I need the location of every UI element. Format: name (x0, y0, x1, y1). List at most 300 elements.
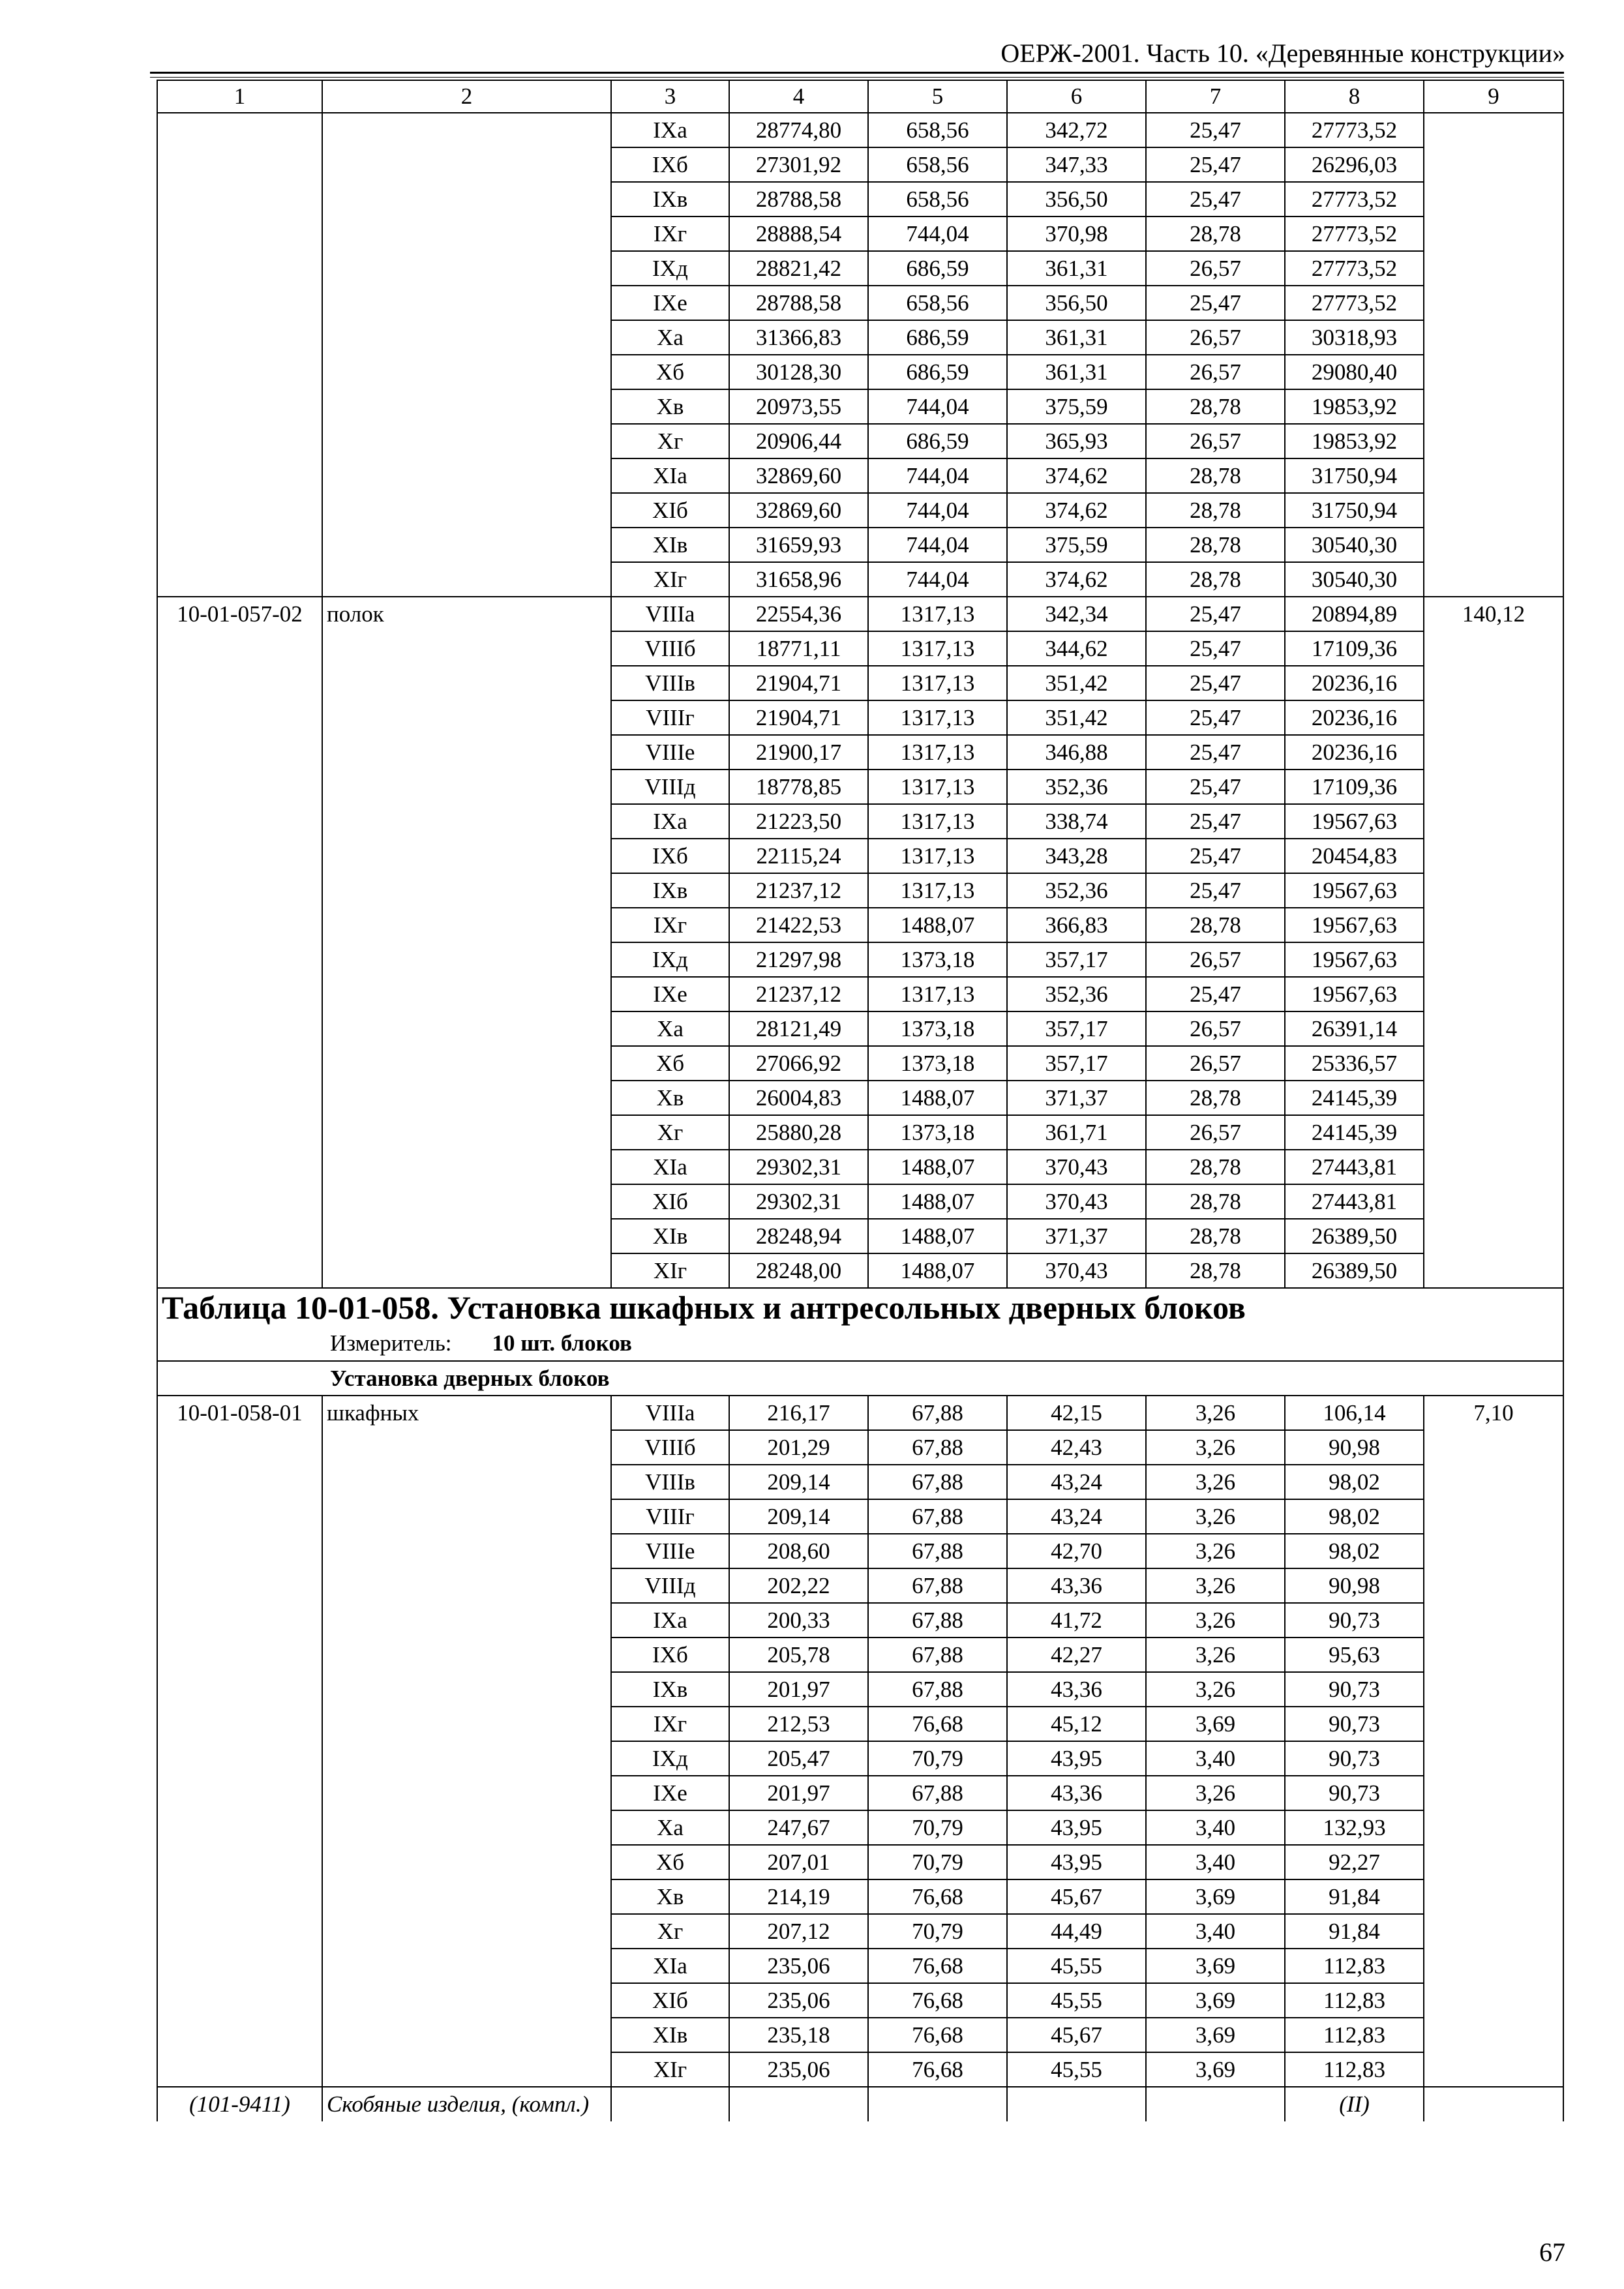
value-cell: 76,68 (868, 1949, 1007, 1983)
value-cell: 216,17 (729, 1396, 868, 1430)
value-cell: 112,83 (1285, 2018, 1424, 2052)
value-cell: 70,79 (868, 1810, 1007, 1845)
region-cell: IXг (611, 217, 729, 251)
value-cell: 27773,52 (1285, 251, 1424, 286)
region-cell: XIв (611, 528, 729, 562)
value-cell: 25,47 (1146, 597, 1285, 631)
code-cell (157, 1672, 322, 1707)
value-cell: 370,43 (1007, 1150, 1146, 1184)
value-cell: 28,78 (1146, 217, 1285, 251)
value-cell: 28,78 (1146, 1253, 1285, 1288)
column-number: 6 (1007, 80, 1146, 113)
extra-cell (1424, 1499, 1563, 1534)
value-cell: 90,73 (1285, 1603, 1424, 1638)
table-row (157, 1672, 1563, 1707)
value-cell: 29302,31 (729, 1150, 868, 1184)
extra-cell (1424, 1430, 1563, 1465)
value-cell: 112,83 (1285, 2052, 1424, 2087)
value-cell: 3,26 (1146, 1396, 1285, 1430)
value-cell: 67,88 (868, 1396, 1007, 1430)
value-cell: 744,04 (868, 217, 1007, 251)
code-cell (157, 493, 322, 528)
empty-cell (729, 2087, 868, 2121)
value-cell: 27773,52 (1285, 182, 1424, 217)
value-cell: 343,28 (1007, 839, 1146, 873)
value-cell: 25,47 (1146, 770, 1285, 804)
value-cell: 26,57 (1146, 1115, 1285, 1150)
region-cell: Xг (611, 1914, 729, 1949)
value-cell: 658,56 (868, 147, 1007, 182)
code-cell (157, 389, 322, 424)
code-cell (157, 1568, 322, 1603)
value-cell: 26,57 (1146, 320, 1285, 355)
value-cell: 45,12 (1007, 1707, 1146, 1741)
value-cell: 31750,94 (1285, 458, 1424, 493)
value-cell: 67,88 (868, 1603, 1007, 1638)
value-cell: 31659,93 (729, 528, 868, 562)
value-cell: 375,59 (1007, 528, 1146, 562)
value-cell: 1373,18 (868, 1011, 1007, 1046)
value-cell: 338,74 (1007, 804, 1146, 839)
value-cell: 686,59 (868, 424, 1007, 458)
value-cell: 44,49 (1007, 1914, 1146, 1949)
value-cell: 205,47 (729, 1741, 868, 1776)
value-cell: 32869,60 (729, 493, 868, 528)
value-cell: 95,63 (1285, 1638, 1424, 1672)
value-cell: 112,83 (1285, 1983, 1424, 2018)
name-cell (322, 1603, 611, 1638)
name-cell (322, 1810, 611, 1845)
value-cell: 22554,36 (729, 597, 868, 631)
value-cell: 200,33 (729, 1603, 868, 1638)
region-cell: Xв (611, 389, 729, 424)
value-cell: 27773,52 (1285, 113, 1424, 147)
table-row (157, 217, 1563, 251)
extra-cell (1424, 873, 1563, 908)
value-cell: 112,83 (1285, 1949, 1424, 1983)
region-cell: XIб (611, 493, 729, 528)
value-cell: 26389,50 (1285, 1219, 1424, 1253)
empty-cell (611, 2087, 729, 2121)
value-cell: 17109,36 (1285, 770, 1424, 804)
value-cell: 744,04 (868, 458, 1007, 493)
name-cell (322, 804, 611, 839)
region-cell: IXe (611, 1776, 729, 1810)
table-row (157, 493, 1563, 528)
region-cell: XIб (611, 1983, 729, 2018)
value-cell: 76,68 (868, 2018, 1007, 2052)
value-cell: 202,22 (729, 1568, 868, 1603)
code-cell (157, 1081, 322, 1115)
name-cell (322, 1534, 611, 1568)
code-cell (157, 147, 322, 182)
value-cell: 3,26 (1146, 1776, 1285, 1810)
value-cell: 365,93 (1007, 424, 1146, 458)
extra-cell (1424, 182, 1563, 217)
extra-cell (1424, 2018, 1563, 2052)
value-cell: 201,29 (729, 1430, 868, 1465)
value-cell: 28,78 (1146, 493, 1285, 528)
value-cell: 26004,83 (729, 1081, 868, 1115)
table-row (157, 1219, 1563, 1253)
name-cell (322, 735, 611, 770)
value-cell: 70,79 (868, 1845, 1007, 1879)
value-cell: 28,78 (1146, 1184, 1285, 1219)
extra-cell (1424, 804, 1563, 839)
code-cell (157, 458, 322, 493)
name-cell (322, 424, 611, 458)
table-row (157, 1776, 1563, 1810)
value-cell: 686,59 (868, 355, 1007, 389)
value-cell: 374,62 (1007, 493, 1146, 528)
value-cell: 1317,13 (868, 666, 1007, 700)
extra-cell (1424, 147, 1563, 182)
value-cell: 90,98 (1285, 1568, 1424, 1603)
extra-cell (1424, 1534, 1563, 1568)
value-cell: 76,68 (868, 1879, 1007, 1914)
value-cell: 20906,44 (729, 424, 868, 458)
value-cell: 20236,16 (1285, 735, 1424, 770)
extra-cell (1424, 424, 1563, 458)
code-cell (157, 1983, 322, 2018)
extra-cell (1424, 562, 1563, 597)
value-cell: 357,17 (1007, 1046, 1146, 1081)
name-cell (322, 1914, 611, 1949)
region-cell: Xб (611, 1845, 729, 1879)
subheader-cell (157, 1361, 1563, 1396)
code-cell (157, 1219, 322, 1253)
value-cell: 3,26 (1146, 1568, 1285, 1603)
code-cell (157, 1776, 322, 1810)
name-cell (322, 1430, 611, 1465)
value-cell: 45,67 (1007, 1879, 1146, 1914)
value-cell: 361,31 (1007, 320, 1146, 355)
value-cell: 67,88 (868, 1499, 1007, 1534)
value-cell: 28,78 (1146, 389, 1285, 424)
value-cell: 3,26 (1146, 1499, 1285, 1534)
extra-cell (1424, 458, 1563, 493)
value-cell: 17109,36 (1285, 631, 1424, 666)
value-cell: 19567,63 (1285, 977, 1424, 1011)
value-cell: 3,26 (1146, 1603, 1285, 1638)
value-cell: 90,73 (1285, 1741, 1424, 1776)
code-cell (157, 770, 322, 804)
code-cell (157, 1741, 322, 1776)
code-cell (157, 1011, 322, 1046)
value-cell: 3,26 (1146, 1638, 1285, 1672)
value-cell: 201,97 (729, 1672, 868, 1707)
region-cell: IXв (611, 873, 729, 908)
region-cell: Xa (611, 1011, 729, 1046)
value-cell: 76,68 (868, 1983, 1007, 2018)
name-cell: шкафных (322, 1396, 611, 1430)
value-cell: 26,57 (1146, 424, 1285, 458)
table-row (157, 528, 1563, 562)
value-cell: 247,67 (729, 1810, 868, 1845)
value-cell: 28248,00 (729, 1253, 868, 1288)
value-cell: 25,47 (1146, 839, 1285, 873)
column-number: 4 (729, 80, 868, 113)
value-cell: 686,59 (868, 320, 1007, 355)
region-cell: IXa (611, 113, 729, 147)
value-cell: 25,47 (1146, 182, 1285, 217)
value-cell: 27443,81 (1285, 1150, 1424, 1184)
value-cell: 43,24 (1007, 1499, 1146, 1534)
name-cell (322, 839, 611, 873)
region-cell: IXг (611, 1707, 729, 1741)
name-cell (322, 113, 611, 147)
value-cell: 352,36 (1007, 770, 1146, 804)
code-cell (157, 1115, 322, 1150)
empty-cell (868, 2087, 1007, 2121)
value-cell: 3,40 (1146, 1914, 1285, 1949)
table-row (157, 355, 1563, 389)
value-cell: 356,50 (1007, 182, 1146, 217)
value-cell: 1488,07 (868, 1219, 1007, 1253)
value-cell: 3,69 (1146, 1949, 1285, 1983)
value-cell: 344,62 (1007, 631, 1146, 666)
footnote-value: (II) (1285, 2087, 1424, 2121)
region-cell: IXд (611, 251, 729, 286)
empty-cell (1146, 2087, 1285, 2121)
code-cell (157, 977, 322, 1011)
extra-cell (1424, 286, 1563, 320)
value-cell: 45,55 (1007, 2052, 1146, 2087)
footnote-row (157, 2087, 1563, 2121)
name-cell (322, 1184, 611, 1219)
value-cell: 18778,85 (729, 770, 868, 804)
code-cell (157, 631, 322, 666)
extra-cell (1424, 942, 1563, 977)
column-number: 8 (1285, 80, 1424, 113)
value-cell: 43,24 (1007, 1465, 1146, 1499)
value-cell: 21904,71 (729, 700, 868, 735)
value-cell: 658,56 (868, 113, 1007, 147)
value-cell: 26,57 (1146, 355, 1285, 389)
value-cell: 92,27 (1285, 1845, 1424, 1879)
table-row (157, 1115, 1563, 1150)
table-row (157, 770, 1563, 804)
extra-cell (1424, 355, 1563, 389)
extra-cell (1424, 1150, 1563, 1184)
name-cell (322, 1568, 611, 1603)
value-cell: 25,47 (1146, 113, 1285, 147)
value-cell: 98,02 (1285, 1499, 1424, 1534)
code-cell (157, 182, 322, 217)
value-cell: 1317,13 (868, 770, 1007, 804)
name-cell (322, 528, 611, 562)
value-cell: 235,18 (729, 2018, 868, 2052)
extra-cell: 140,12 (1424, 597, 1563, 631)
value-cell: 201,97 (729, 1776, 868, 1810)
code-cell (157, 804, 322, 839)
value-cell: 76,68 (868, 2052, 1007, 2087)
extra-cell (1424, 1672, 1563, 1707)
table-row (157, 977, 1563, 1011)
value-cell: 28,78 (1146, 562, 1285, 597)
column-number: 7 (1146, 80, 1285, 113)
footnote-code: (101-9411) (157, 2087, 322, 2121)
table-row (157, 1499, 1563, 1534)
name-cell (322, 458, 611, 493)
name-cell (322, 1741, 611, 1776)
value-cell: 24145,39 (1285, 1081, 1424, 1115)
value-cell: 366,83 (1007, 908, 1146, 942)
name-cell (322, 1115, 611, 1150)
value-cell: 28,78 (1146, 528, 1285, 562)
value-cell: 19567,63 (1285, 942, 1424, 977)
region-cell: IXб (611, 839, 729, 873)
value-cell: 209,14 (729, 1465, 868, 1499)
value-cell: 1488,07 (868, 1184, 1007, 1219)
value-cell: 3,69 (1146, 1983, 1285, 2018)
value-cell: 686,59 (868, 251, 1007, 286)
extra-cell (1424, 528, 1563, 562)
value-cell: 25,47 (1146, 631, 1285, 666)
name-cell (322, 1949, 611, 1983)
region-cell: XIг (611, 562, 729, 597)
unit-cell (157, 1326, 1563, 1361)
extra-cell (1424, 1568, 1563, 1603)
table-row (157, 908, 1563, 942)
code-cell (157, 424, 322, 458)
name-cell (322, 666, 611, 700)
code-cell (157, 286, 322, 320)
region-cell: VIIIд (611, 770, 729, 804)
extra-cell (1424, 908, 1563, 942)
value-cell: 370,98 (1007, 217, 1146, 251)
value-cell: 31366,83 (729, 320, 868, 355)
value-cell: 1317,13 (868, 700, 1007, 735)
value-cell: 1317,13 (868, 873, 1007, 908)
value-cell: 43,95 (1007, 1845, 1146, 1879)
value-cell: 21900,17 (729, 735, 868, 770)
value-cell: 19567,63 (1285, 873, 1424, 908)
table-row (157, 2018, 1563, 2052)
value-cell: 1317,13 (868, 597, 1007, 631)
value-cell: 3,69 (1146, 1707, 1285, 1741)
value-cell: 28121,49 (729, 1011, 868, 1046)
value-cell: 25,47 (1146, 873, 1285, 908)
value-cell: 28248,94 (729, 1219, 868, 1253)
value-cell: 28,78 (1146, 458, 1285, 493)
code-cell: 10-01-057-02 (157, 597, 322, 631)
value-cell: 371,37 (1007, 1219, 1146, 1253)
value-cell: 28788,58 (729, 182, 868, 217)
code-cell (157, 1914, 322, 1949)
table-row (157, 1983, 1563, 2018)
value-cell: 25,47 (1146, 804, 1285, 839)
code-cell (157, 355, 322, 389)
value-cell: 45,67 (1007, 2018, 1146, 2052)
extra-cell (1424, 1879, 1563, 1914)
value-cell: 26,57 (1146, 251, 1285, 286)
code-cell (157, 1707, 322, 1741)
value-cell: 28774,80 (729, 113, 868, 147)
region-cell: VIIIв (611, 1465, 729, 1499)
table-row (157, 1949, 1563, 1983)
value-cell: 371,37 (1007, 1081, 1146, 1115)
value-cell: 744,04 (868, 389, 1007, 424)
footnote-name: Скобяные изделия, (компл.) (322, 2087, 611, 2121)
name-cell (322, 1707, 611, 1741)
code-cell (157, 700, 322, 735)
value-cell: 351,42 (1007, 666, 1146, 700)
name-cell (322, 770, 611, 804)
extra-cell (1424, 977, 1563, 1011)
code-cell (157, 908, 322, 942)
code-cell (157, 562, 322, 597)
value-cell: 26296,03 (1285, 147, 1424, 182)
unit-label: Измеритель: (330, 1330, 452, 1356)
value-cell: 27773,52 (1285, 286, 1424, 320)
extra-cell (1424, 1253, 1563, 1288)
code-cell (157, 1879, 322, 1914)
value-cell: 31658,96 (729, 562, 868, 597)
value-cell: 20973,55 (729, 389, 868, 424)
value-cell: 91,84 (1285, 1914, 1424, 1949)
value-cell: 658,56 (868, 286, 1007, 320)
value-cell: 29080,40 (1285, 355, 1424, 389)
unit-value: 10 шт. блоков (492, 1330, 632, 1356)
value-cell: 3,69 (1146, 1879, 1285, 1914)
region-cell: VIIIб (611, 631, 729, 666)
value-cell: 27443,81 (1285, 1184, 1424, 1219)
name-cell (322, 1219, 611, 1253)
header-rule (150, 72, 1564, 74)
table-row (157, 1845, 1563, 1879)
table-row (157, 424, 1563, 458)
name-cell (322, 1046, 611, 1081)
region-cell: Xв (611, 1081, 729, 1115)
table-row (157, 1011, 1563, 1046)
name-cell (322, 1253, 611, 1288)
name-cell (322, 942, 611, 977)
extra-cell (1424, 1707, 1563, 1741)
value-cell: 3,40 (1146, 1810, 1285, 1845)
region-cell: XIa (611, 1150, 729, 1184)
value-cell: 205,78 (729, 1638, 868, 1672)
value-cell: 235,06 (729, 1983, 868, 2018)
code-cell (157, 666, 322, 700)
value-cell: 21422,53 (729, 908, 868, 942)
code-cell (157, 1949, 322, 1983)
value-cell: 132,93 (1285, 1810, 1424, 1845)
value-cell: 31750,94 (1285, 493, 1424, 528)
table-row (157, 700, 1563, 735)
value-cell: 29302,31 (729, 1184, 868, 1219)
extra-cell (1424, 113, 1563, 147)
table-row (157, 1150, 1563, 1184)
value-cell: 26,57 (1146, 942, 1285, 977)
value-cell: 90,73 (1285, 1776, 1424, 1810)
value-cell: 26,57 (1146, 1011, 1285, 1046)
value-cell: 214,19 (729, 1879, 868, 1914)
value-cell: 30540,30 (1285, 528, 1424, 562)
extra-cell (1424, 1219, 1563, 1253)
value-cell: 347,33 (1007, 147, 1146, 182)
code-cell (157, 1184, 322, 1219)
table-row (157, 320, 1563, 355)
column-number: 2 (322, 80, 611, 113)
table-row (157, 1741, 1563, 1776)
value-cell: 1317,13 (868, 735, 1007, 770)
price-table (157, 80, 1564, 2121)
value-cell: 106,14 (1285, 1396, 1424, 1430)
empty-cell (1007, 2087, 1146, 2121)
region-cell: IXe (611, 977, 729, 1011)
extra-cell (1424, 2052, 1563, 2087)
